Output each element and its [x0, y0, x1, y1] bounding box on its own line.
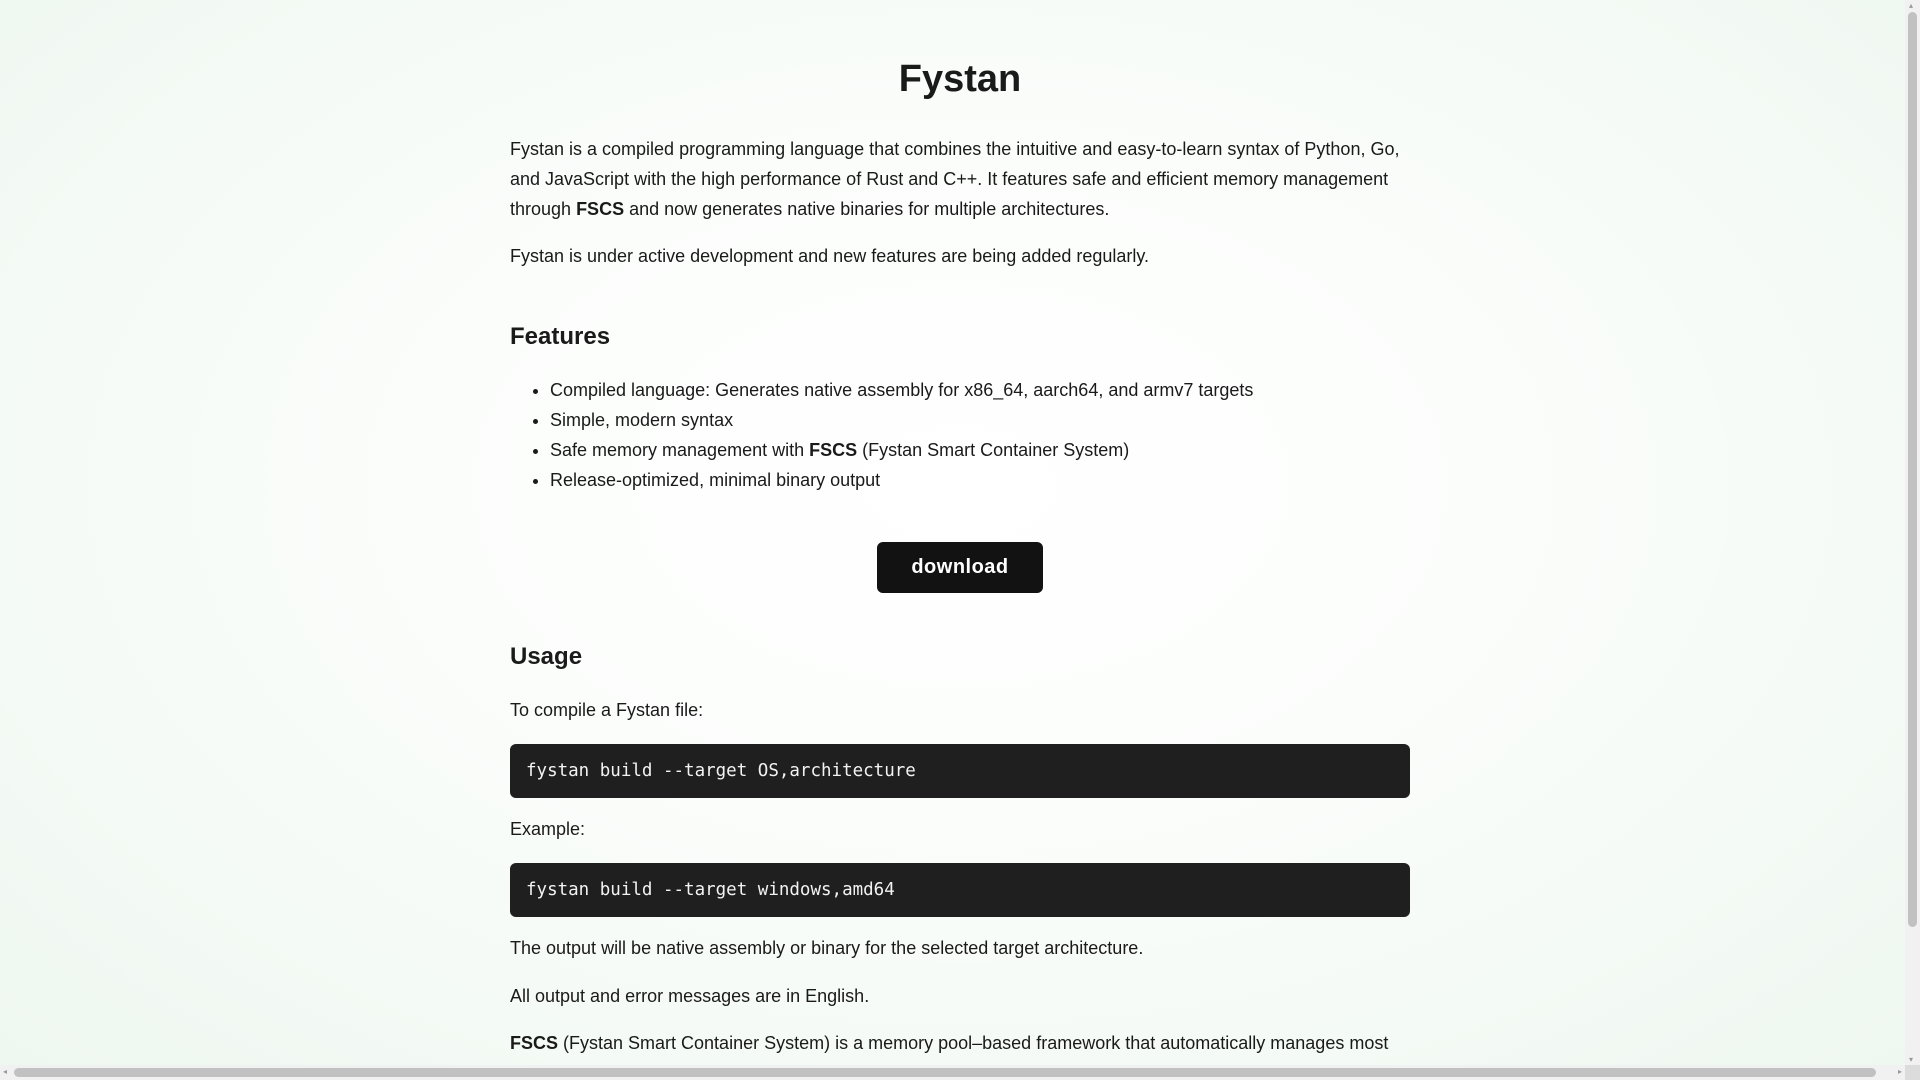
example-code-block[interactable]: fystan build --target windows,amd64 [510, 863, 1410, 917]
feature-suffix: (Fystan Smart Container System) [857, 440, 1130, 460]
fscs-description-text: (Fystan Smart Container System) is a memory pool–based framework that automatically manages most [558, 1033, 1389, 1053]
intro-line-1: Fystan is a compiled programming language that combines the intuitive and easy-to-learn syntax of Python, Go, [510, 139, 1400, 159]
scroll-up-arrow-icon[interactable]: ▴ [1909, 1, 1914, 10]
fscs-term: FSCS [576, 199, 625, 219]
intro-line-3-prefix: through [510, 199, 577, 219]
vertical-scrollbar-thumb[interactable] [1908, 12, 1917, 927]
features-heading: Features [510, 323, 611, 350]
output-note: The output will be native assembly or binary for the selected target architecture. [510, 938, 1144, 958]
download-button-wrapper [510, 542, 1410, 593]
fscs-term: FSCS [510, 1033, 559, 1053]
fscs-description [510, 1028, 1410, 1058]
compile-code-block[interactable]: fystan build --target OS,architecture [510, 744, 1410, 798]
horizontal-scrollbar[interactable] [0, 1065, 1905, 1080]
example-label: Example: [510, 819, 586, 839]
download-button[interactable]: download [877, 542, 1043, 593]
intro-line-2: and JavaScript with the high performance of Rust and C++. It features safe and efficient memory management [510, 169, 1389, 189]
language-note: All output and error messages are in English. [510, 986, 870, 1006]
scroll-left-arrow-icon[interactable]: ◂ [3, 1067, 8, 1076]
scrollbar-corner [1905, 1065, 1920, 1080]
dev-note: Fystan is under active development and new features are being added regularly. [510, 246, 1150, 266]
feature-prefix: Safe memory management with [550, 440, 810, 460]
list-item: • Simple, modern syntax [550, 405, 1450, 435]
list-item: • Release-optimized, minimal binary output [550, 465, 1450, 495]
list-item [550, 435, 1450, 465]
scroll-down-arrow-icon[interactable]: ▾ [1909, 1055, 1914, 1064]
fscs-term: FSCS [809, 440, 858, 460]
horizontal-scrollbar-thumb[interactable] [14, 1068, 1876, 1077]
compile-label: To compile a Fystan file: [510, 700, 704, 720]
intro-paragraph [510, 134, 1410, 224]
usage-heading: Usage [510, 643, 583, 670]
vertical-scrollbar[interactable] [1905, 0, 1920, 1065]
list-item: • Compiled language: Generates native assembly for x86_64, aarch64, and armv7 targets [550, 375, 1450, 405]
features-list [510, 375, 1450, 495]
intro-line-3-suffix: and now generates native binaries for multiple architectures. [624, 199, 1110, 219]
scroll-right-arrow-icon[interactable]: ▸ [1897, 1067, 1902, 1076]
page-title: Fystan [898, 58, 1022, 100]
